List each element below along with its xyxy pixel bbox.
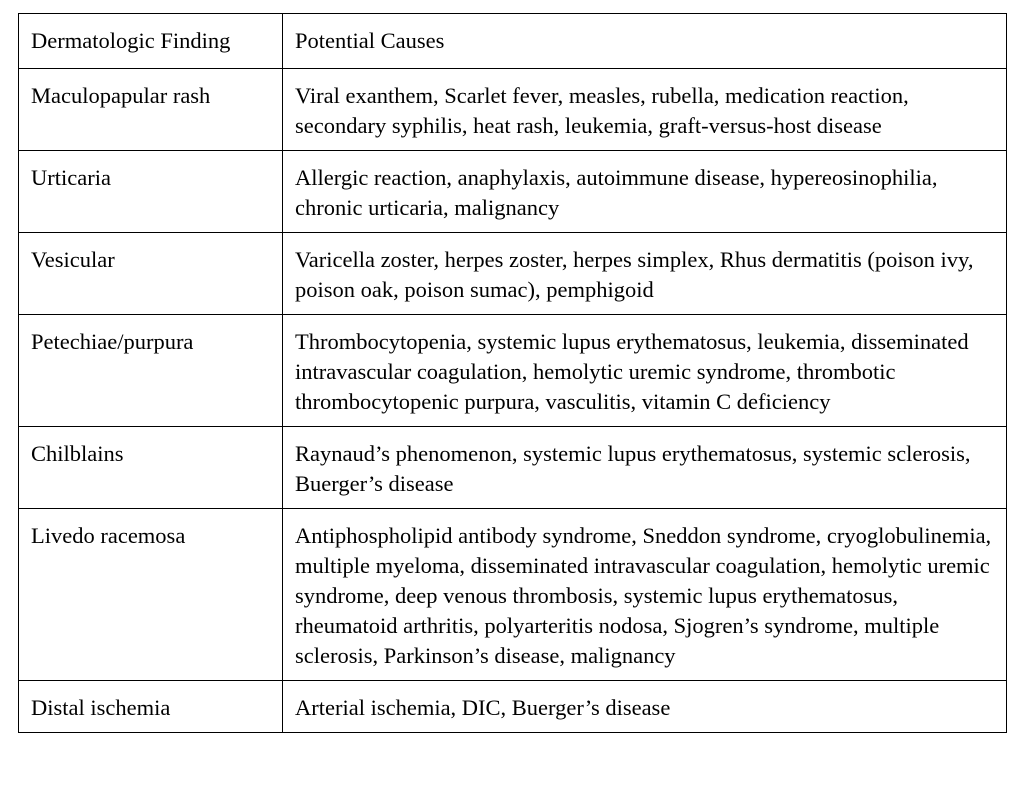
finding-cell: Chilblains [19,427,283,509]
causes-cell: Thrombocytopenia, systemic lupus erythematosus, leukemia, disseminated intravascular coagulation, hemolytic uremic syndrome, thrombotic thrombocytopenic purpura, vasculitis, vitamin C deficiency [283,315,1007,427]
table-row [19,69,1007,151]
finding-cell: Maculopapular rash [19,69,283,151]
table-header-row [19,14,1007,69]
table-row [19,427,1007,509]
finding-cell: Vesicular [19,233,283,315]
table-row [19,315,1007,427]
finding-cell: Distal ischemia [19,681,283,733]
header-potential-causes: Potential Causes [283,14,1007,69]
finding-cell: Urticaria [19,151,283,233]
finding-cell: Petechiae/purpura [19,315,283,427]
causes-cell: Raynaud’s phenomenon, systemic lupus erythematosus, systemic sclerosis, Buerger’s disease [283,427,1007,509]
table-row [19,151,1007,233]
table-row [19,233,1007,315]
table-row [19,509,1007,681]
causes-cell: Varicella zoster, herpes zoster, herpes simplex, Rhus dermatitis (poison ivy, poison oak, poison sumac), pemphigoid [283,233,1007,315]
causes-cell: Arterial ischemia, DIC, Buerger’s disease [283,681,1007,733]
findings-table [18,13,1007,733]
finding-cell: Livedo racemosa [19,509,283,681]
header-dermatologic-finding: Dermatologic Finding [19,14,283,69]
causes-cell: Allergic reaction, anaphylaxis, autoimmune disease, hypereosinophilia, chronic urticaria, malignancy [283,151,1007,233]
causes-cell: Antiphospholipid antibody syndrome, Sneddon syndrome, cryoglobulinemia, multiple myeloma, disseminated intravascular coagulation, hemolytic uremic syndrome, deep venous thrombosis, systemic lupus erythematosus, rheumatoid arthritis, polyarteritis nodosa, Sjogren’s syndrome, multiple sclerosis, Parkinson’s disease, malignancy [283,509,1007,681]
table-row [19,681,1007,733]
causes-cell: Viral exanthem, Scarlet fever, measles, rubella, medication reaction, secondary syphilis, heat rash, leukemia, graft-versus-host disease [283,69,1007,151]
